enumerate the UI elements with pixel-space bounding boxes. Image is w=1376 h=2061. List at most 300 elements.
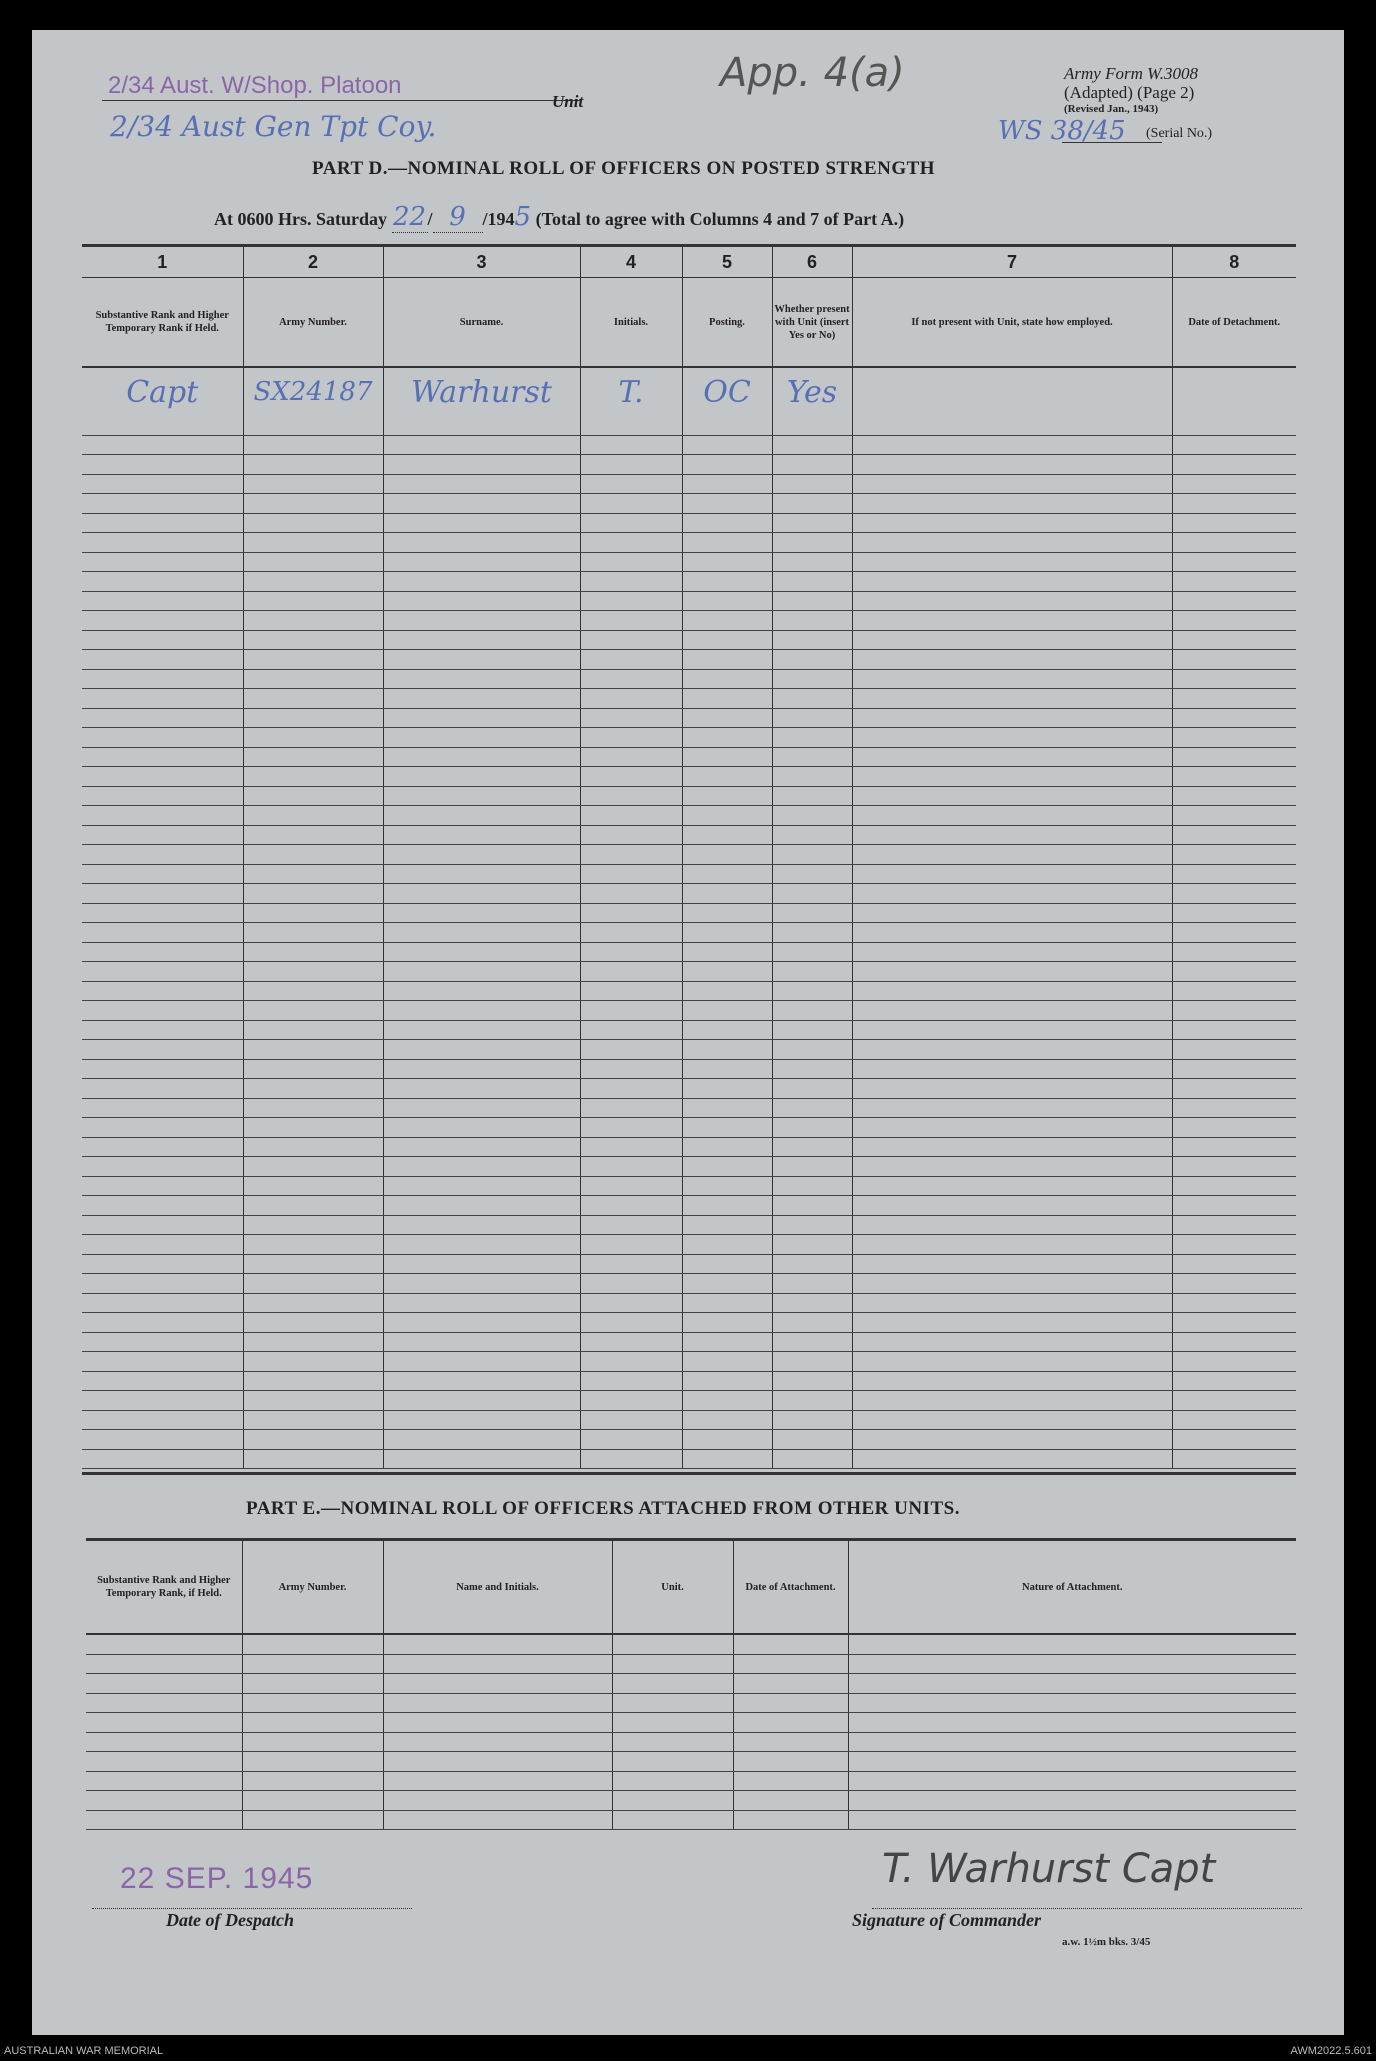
table-cell	[243, 552, 383, 572]
table-cell	[1172, 455, 1296, 475]
table-cell	[682, 962, 772, 982]
table-cell	[733, 1752, 848, 1772]
header-attachment-nature: Nature of Attachment.	[848, 1541, 1296, 1634]
table-cell	[852, 1254, 1172, 1274]
table-cell	[1172, 767, 1296, 787]
table-cell	[243, 1118, 383, 1138]
table-cell	[383, 1059, 580, 1079]
table-cell	[682, 1098, 772, 1118]
table-cell	[86, 1654, 242, 1674]
table-cell	[852, 1430, 1172, 1450]
table-cell	[852, 533, 1172, 553]
table-row	[82, 923, 1296, 943]
table-cell	[82, 552, 243, 572]
table-cell	[848, 1713, 1296, 1733]
table-row	[82, 572, 1296, 592]
table-cell	[82, 884, 243, 904]
table-cell	[1172, 1274, 1296, 1294]
table-cell	[242, 1713, 383, 1733]
despatch-date-stamp: 22 SEP. 1945	[120, 1862, 314, 1895]
signature-label: Signature of Commander	[852, 1910, 1042, 1930]
table-cell	[383, 786, 580, 806]
table-cell	[580, 1371, 682, 1391]
table-cell	[383, 1020, 580, 1040]
table-row	[82, 1118, 1296, 1138]
serial-label: (Serial No.)	[1146, 126, 1213, 141]
table-cell	[682, 1118, 772, 1138]
table-row	[86, 1634, 1296, 1654]
table-cell	[243, 747, 383, 767]
table-cell	[682, 806, 772, 826]
table-cell	[852, 1001, 1172, 1021]
table-cell	[852, 1020, 1172, 1040]
table-cell	[772, 1176, 852, 1196]
table-cell	[580, 533, 682, 553]
table-row	[82, 845, 1296, 865]
table-cell	[82, 1293, 243, 1313]
table-cell	[852, 767, 1172, 787]
table-cell	[852, 1274, 1172, 1294]
table-cell	[852, 669, 1172, 689]
table-row	[82, 494, 1296, 514]
table-cell	[580, 669, 682, 689]
table-cell	[1172, 474, 1296, 494]
table-cell	[682, 1040, 772, 1060]
date-day: 22	[392, 202, 427, 232]
table-cell	[772, 806, 852, 826]
table-cell	[852, 806, 1172, 826]
table-cell	[580, 728, 682, 748]
table-cell	[772, 728, 852, 748]
table-cell	[243, 572, 383, 592]
table-cell	[82, 806, 243, 826]
table-row	[82, 1274, 1296, 1294]
table-cell	[852, 728, 1172, 748]
table-cell	[1172, 513, 1296, 533]
table-cell	[1172, 1098, 1296, 1118]
table-cell	[243, 825, 383, 845]
table-cell	[383, 942, 580, 962]
table-cell	[243, 1254, 383, 1274]
table-cell	[82, 1137, 243, 1157]
table-cell	[612, 1654, 733, 1674]
table-cell	[86, 1713, 242, 1733]
table-cell	[383, 1098, 580, 1118]
table-cell	[1172, 435, 1296, 455]
table-row	[82, 1235, 1296, 1255]
table-row	[82, 367, 1296, 416]
table-cell	[580, 1001, 682, 1021]
table-cell	[682, 708, 772, 728]
table-cell	[243, 1274, 383, 1294]
table-cell	[580, 435, 682, 455]
signature-underline	[872, 1908, 1302, 1909]
table-cell	[383, 806, 580, 826]
table-cell	[86, 1810, 242, 1830]
table-cell	[82, 903, 243, 923]
table-cell	[1172, 1254, 1296, 1274]
table-cell	[772, 669, 852, 689]
table-cell	[772, 747, 852, 767]
table-cell	[383, 1137, 580, 1157]
table-cell	[1172, 1020, 1296, 1040]
table-cell	[383, 1732, 612, 1752]
serial-underline	[1062, 142, 1162, 143]
table-cell	[383, 455, 580, 475]
table-cell	[383, 1001, 580, 1021]
table-row	[82, 1449, 1296, 1469]
table-cell	[772, 1352, 852, 1372]
table-cell	[243, 923, 383, 943]
table-cell	[243, 806, 383, 826]
table-cell	[848, 1810, 1296, 1830]
table-cell	[772, 611, 852, 631]
table-cell	[612, 1713, 733, 1733]
table-cell	[852, 630, 1172, 650]
table-cell	[243, 494, 383, 514]
table-cell	[1172, 806, 1296, 826]
table-cell	[243, 513, 383, 533]
entry-present: Yes	[786, 374, 838, 410]
entry-rank: Capt	[126, 374, 199, 410]
table-cell	[772, 533, 852, 553]
table-cell	[1172, 1293, 1296, 1313]
table-cell	[848, 1791, 1296, 1811]
table-cell	[772, 1040, 852, 1060]
column-number-row	[82, 247, 1296, 278]
table-cell	[612, 1693, 733, 1713]
table-cell	[82, 650, 243, 670]
table-cell	[243, 689, 383, 709]
table-cell	[682, 591, 772, 611]
table-cell	[82, 1391, 243, 1411]
table-row	[82, 1352, 1296, 1372]
table-cell	[243, 650, 383, 670]
table-cell	[82, 1157, 243, 1177]
table-cell	[772, 1293, 852, 1313]
table-row	[86, 1732, 1296, 1752]
table-cell	[580, 1079, 682, 1099]
table-cell	[580, 747, 682, 767]
table-cell	[682, 1176, 772, 1196]
table-cell	[848, 1752, 1296, 1772]
table-cell	[580, 474, 682, 494]
table-cell	[383, 1371, 580, 1391]
table-row	[82, 1410, 1296, 1430]
date-suffix: (Total to agree with Columns 4 and 7 of Part A.)	[535, 209, 905, 229]
table-cell	[383, 572, 580, 592]
table-cell	[82, 1215, 243, 1235]
table-cell	[242, 1771, 383, 1791]
table-row	[82, 1313, 1296, 1333]
table-cell	[772, 1274, 852, 1294]
table-cell	[1172, 416, 1296, 435]
table-cell	[1172, 728, 1296, 748]
table-cell	[82, 435, 243, 455]
table-cell	[580, 1059, 682, 1079]
table-cell	[682, 864, 772, 884]
table-cell	[383, 728, 580, 748]
column-number: 4	[580, 247, 682, 278]
table-cell	[243, 1196, 383, 1216]
table-cell	[682, 1001, 772, 1021]
table-cell	[612, 1810, 733, 1830]
table-cell	[383, 1196, 580, 1216]
table-cell	[1172, 923, 1296, 943]
table-cell	[82, 1313, 243, 1333]
table-cell	[82, 1254, 243, 1274]
table-cell	[580, 1313, 682, 1333]
table-cell	[86, 1732, 242, 1752]
table-row	[82, 806, 1296, 826]
table-cell	[772, 923, 852, 943]
table-cell	[580, 1235, 682, 1255]
table-cell	[852, 494, 1172, 514]
header-attachment-date: Date of Attachment.	[733, 1541, 848, 1634]
table-cell	[1172, 1352, 1296, 1372]
table-row	[82, 591, 1296, 611]
table-cell	[772, 903, 852, 923]
table-cell	[772, 474, 852, 494]
table-cell	[733, 1713, 848, 1733]
part-d-table	[82, 247, 1296, 1469]
table-cell	[772, 572, 852, 592]
table-cell	[82, 1332, 243, 1352]
table-cell	[82, 845, 243, 865]
table-cell	[772, 689, 852, 709]
table-cell	[580, 572, 682, 592]
table-cell	[580, 591, 682, 611]
table-cell	[852, 1352, 1172, 1372]
table-cell	[1172, 1371, 1296, 1391]
table-cell	[682, 1235, 772, 1255]
header-posting: Posting.	[682, 278, 772, 368]
table-cell	[852, 1293, 1172, 1313]
table-cell	[852, 1098, 1172, 1118]
table-cell	[82, 981, 243, 1001]
table-cell	[383, 416, 580, 435]
table-row	[82, 474, 1296, 494]
table-cell	[82, 1040, 243, 1060]
table-cell	[682, 845, 772, 865]
table-cell	[682, 669, 772, 689]
table-cell	[82, 747, 243, 767]
table-cell	[848, 1693, 1296, 1713]
table-row	[82, 1040, 1296, 1060]
table-cell	[772, 864, 852, 884]
table-cell	[383, 1410, 580, 1430]
table-cell	[848, 1654, 1296, 1674]
table-cell	[1172, 708, 1296, 728]
table-cell	[1172, 591, 1296, 611]
table-cell	[682, 767, 772, 787]
table-cell	[383, 1713, 612, 1733]
table-cell	[772, 1449, 852, 1469]
table-cell	[580, 552, 682, 572]
table-cell	[682, 1196, 772, 1216]
table-cell	[1172, 494, 1296, 514]
table-cell	[383, 903, 580, 923]
column-number: 7	[852, 247, 1172, 278]
table-row	[82, 1137, 1296, 1157]
table-cell	[852, 474, 1172, 494]
table-cell	[612, 1674, 733, 1694]
table-cell	[243, 1391, 383, 1411]
table-cell	[682, 572, 772, 592]
table-row	[82, 825, 1296, 845]
table-cell	[243, 669, 383, 689]
table-cell	[82, 572, 243, 592]
table-row	[82, 416, 1296, 435]
table-cell	[580, 416, 682, 435]
table-cell	[848, 1674, 1296, 1694]
table-cell	[243, 1020, 383, 1040]
table-cell	[243, 845, 383, 865]
table-cell	[383, 689, 580, 709]
table-cell	[852, 1040, 1172, 1060]
table-cell	[383, 1693, 612, 1713]
table-cell	[383, 1313, 580, 1333]
table-cell	[383, 1332, 580, 1352]
table-cell	[682, 1352, 772, 1372]
table-row	[82, 1157, 1296, 1177]
table-cell	[852, 942, 1172, 962]
table-cell	[82, 1430, 243, 1450]
table-cell	[82, 630, 243, 650]
date-month: 9	[433, 202, 483, 233]
table-row	[82, 864, 1296, 884]
table-cell	[682, 533, 772, 553]
table-cell	[243, 981, 383, 1001]
table-cell	[243, 1137, 383, 1157]
table-row	[82, 552, 1296, 572]
table-cell	[580, 611, 682, 631]
table-cell	[852, 786, 1172, 806]
table-cell	[383, 864, 580, 884]
table-cell	[772, 1098, 852, 1118]
table-cell	[383, 825, 580, 845]
table-cell	[243, 1235, 383, 1255]
table-cell	[772, 1059, 852, 1079]
table-cell	[383, 923, 580, 943]
table-cell	[852, 884, 1172, 904]
table-cell	[242, 1654, 383, 1674]
table-cell	[243, 728, 383, 748]
table-row	[82, 630, 1296, 650]
table-cell	[1172, 747, 1296, 767]
table-cell	[1172, 845, 1296, 865]
table-cell	[772, 1235, 852, 1255]
table-cell	[852, 747, 1172, 767]
table-cell	[852, 864, 1172, 884]
part-d-bottom-rule	[82, 1472, 1296, 1475]
column-number: 6	[772, 247, 852, 278]
print-code: a.w. 1½m bks. 3/45	[1062, 1936, 1151, 1948]
table-cell	[580, 1332, 682, 1352]
table-cell	[852, 591, 1172, 611]
table-cell	[772, 1332, 852, 1352]
table-cell	[772, 591, 852, 611]
table-cell	[383, 1634, 612, 1654]
table-cell	[383, 767, 580, 787]
table-cell	[682, 474, 772, 494]
table-cell	[580, 806, 682, 826]
column-number: 5	[682, 247, 772, 278]
table-cell	[1172, 1235, 1296, 1255]
serial-handwritten: WS 38/45	[998, 116, 1126, 146]
entry-initials: T.	[618, 374, 644, 410]
table-cell	[82, 962, 243, 982]
table-row	[82, 942, 1296, 962]
table-row	[82, 1391, 1296, 1411]
table-cell	[383, 1674, 612, 1694]
table-cell	[682, 455, 772, 475]
table-cell	[82, 1118, 243, 1138]
table-cell	[682, 747, 772, 767]
table-row	[86, 1771, 1296, 1791]
table-cell	[86, 1771, 242, 1791]
part-d-title: PART D.—NOMINAL ROLL OF OFFICERS ON POSTED STRENGTH	[312, 158, 936, 179]
table-cell	[580, 1098, 682, 1118]
table-cell	[580, 1176, 682, 1196]
table-cell	[383, 981, 580, 1001]
table-cell	[1172, 572, 1296, 592]
table-cell	[86, 1693, 242, 1713]
table-row	[82, 884, 1296, 904]
table-cell	[772, 1430, 852, 1450]
appendix-annotation: App. 4(a)	[720, 50, 905, 96]
table-cell	[243, 591, 383, 611]
table-cell	[682, 1449, 772, 1469]
table-cell	[383, 1791, 612, 1811]
table-cell	[1172, 884, 1296, 904]
table-cell	[1172, 1176, 1296, 1196]
table-row	[82, 669, 1296, 689]
table-cell	[772, 513, 852, 533]
table-cell	[1172, 1137, 1296, 1157]
table-cell	[1172, 1157, 1296, 1177]
table-cell	[852, 1332, 1172, 1352]
column-number: 2	[243, 247, 383, 278]
table-cell	[580, 903, 682, 923]
table-cell	[1172, 1391, 1296, 1411]
table-row	[82, 1293, 1296, 1313]
table-cell	[580, 962, 682, 982]
table-cell	[772, 494, 852, 514]
table-cell	[1172, 1332, 1296, 1352]
table-cell	[772, 455, 852, 475]
table-cell	[243, 1449, 383, 1469]
table-cell	[580, 1254, 682, 1274]
table-cell	[383, 747, 580, 767]
form-revised: (Revised Jan., 1943)	[1064, 103, 1159, 115]
table-row	[86, 1752, 1296, 1772]
table-cell	[852, 1157, 1172, 1177]
table-cell	[682, 1274, 772, 1294]
table-cell	[852, 689, 1172, 709]
table-cell	[682, 689, 772, 709]
table-cell	[82, 825, 243, 845]
table-cell	[82, 1449, 243, 1469]
table-cell	[243, 630, 383, 650]
table-cell	[1172, 786, 1296, 806]
table-cell	[82, 455, 243, 475]
table-cell	[772, 650, 852, 670]
table-cell	[242, 1732, 383, 1752]
table-row	[82, 1079, 1296, 1099]
table-cell	[243, 474, 383, 494]
table-cell	[682, 416, 772, 435]
